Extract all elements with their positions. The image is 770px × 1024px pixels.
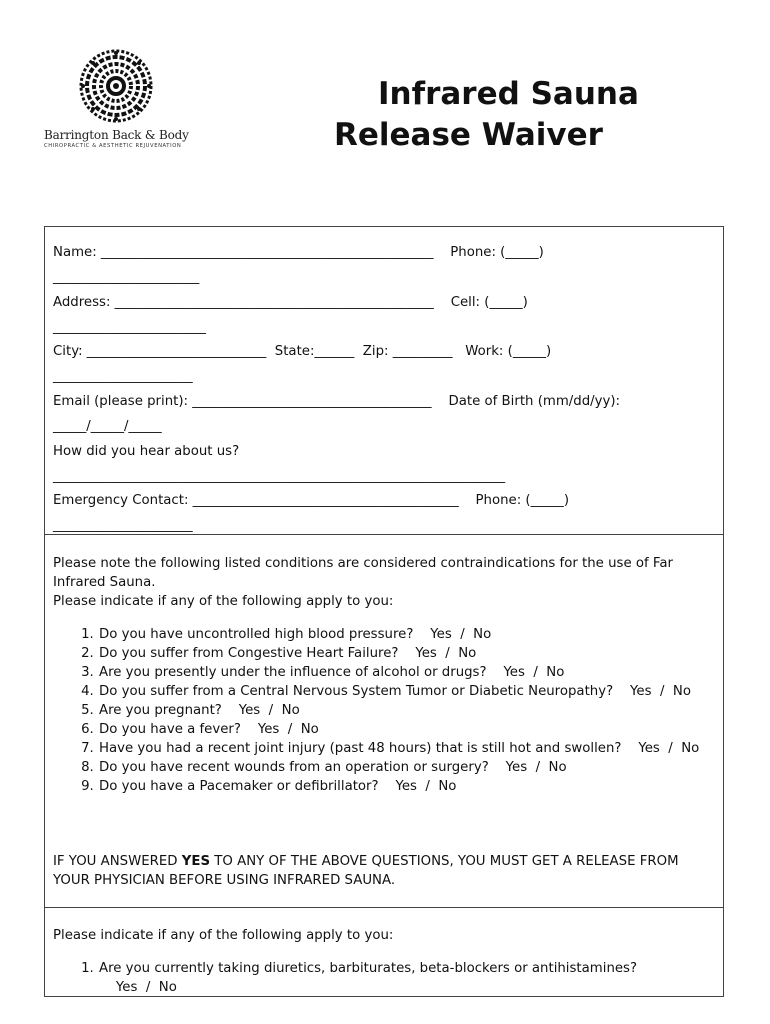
- phone-continuation-line[interactable]: ______________________: [53, 270, 200, 285]
- physician-release-warning: IF YOU ANSWERED YES TO ANY OF THE ABOVE QUESTIONS, YOU MUST GET A RELEASE FROM YOUR PHYSICIAN BEFORE USING INFRARED SAUNA.: [53, 854, 679, 888]
- dob-continuation-line[interactable]: _____/_____/_____: [53, 419, 162, 434]
- question-text: Do you have a Pacemaker or defibrillator?: [99, 779, 379, 794]
- question-text: Are you currently taking diuretics, barbiturates, beta-blockers or antihistamines?: [99, 961, 638, 976]
- medications-instruction: Please indicate if any of the following apply to you:: [53, 928, 394, 943]
- medications-question-list: [53, 959, 713, 997]
- name-phone-line[interactable]: Name: __________________________________________________ Phone: (_____): [53, 245, 544, 260]
- yes-no-answer[interactable]: Yes / No: [613, 684, 691, 699]
- question-item: [98, 720, 713, 739]
- question-item: [98, 758, 713, 777]
- question-text: Do you have recent wounds from an operation or surgery?: [99, 760, 489, 775]
- question-text: Are you presently under the influence of alcohol or drugs?: [99, 665, 487, 680]
- brand-tagline: CHIROPRACTIC & AESTHETIC REJUVENATION: [44, 143, 182, 149]
- question-item: [98, 701, 713, 720]
- title-line-1: Infrared Sauna: [378, 76, 639, 112]
- yes-no-answer[interactable]: Yes / No: [621, 741, 700, 756]
- referral-question: How did you hear about us?: [53, 444, 240, 459]
- question-text: Do you suffer from Congestive Heart Failure?: [99, 646, 399, 661]
- contact-info-section: [44, 226, 724, 535]
- question-item: [98, 739, 713, 758]
- brand-name: Barrington Back & Body: [44, 128, 189, 142]
- contraindications-section: [44, 534, 724, 908]
- yes-no-answer[interactable]: Yes / No: [378, 779, 457, 794]
- yes-no-answer[interactable]: Yes / No: [486, 665, 565, 680]
- contraindications-intro: Please note the following listed conditions are considered contraindications for the use of Far Infrared Sauna.: [53, 556, 673, 590]
- mandala-logo-icon: [78, 48, 154, 124]
- email-dob-line[interactable]: Email (please print): ____________________________________ Date of Birth (mm/dd/yy):: [53, 394, 621, 409]
- question-item: [98, 644, 713, 663]
- question-item: [98, 682, 713, 701]
- question-text: Are you pregnant?: [99, 703, 222, 718]
- work-continuation-line[interactable]: _____________________: [53, 369, 193, 384]
- question-item: [98, 959, 713, 997]
- title-line-2: Release Waiver: [334, 117, 603, 153]
- city-state-zip-work-line[interactable]: City: ___________________________ State:______ Zip: _________ Work: (_____): [53, 344, 552, 359]
- emergency-contact-line[interactable]: Emergency Contact: ________________________________________ Phone: (_____): [53, 493, 570, 508]
- emergency-phone-continuation-line[interactable]: _____________________: [53, 518, 193, 533]
- question-text: Do you have uncontrolled high blood pressure?: [99, 627, 414, 642]
- brand-logo: [44, 48, 194, 149]
- yes-no-answer[interactable]: Yes / No: [240, 722, 319, 737]
- contraindications-question-list: [53, 625, 713, 796]
- contraindications-instruction: Please indicate if any of the following apply to you:: [53, 594, 394, 609]
- medications-section: [44, 907, 724, 997]
- yes-no-answer[interactable]: Yes / No: [413, 627, 492, 642]
- question-text: Have you had a recent joint injury (past 48 hours) that is still hot and swollen?: [99, 741, 622, 756]
- address-cell-line[interactable]: Address: ________________________________________________ Cell: (_____): [53, 295, 528, 310]
- question-item: [98, 625, 713, 644]
- question-text: Do you have a fever?: [99, 722, 241, 737]
- yes-no-answer[interactable]: Yes / No: [488, 760, 567, 775]
- yes-no-answer[interactable]: Yes / No: [398, 646, 477, 661]
- question-item: [98, 663, 713, 682]
- referral-answer-line[interactable]: ____________________________________________________________________: [53, 469, 506, 484]
- warning-emphasis: YES: [181, 854, 211, 869]
- yes-no-answer[interactable]: Yes / No: [221, 703, 300, 718]
- question-item: [98, 777, 713, 796]
- yes-no-answer[interactable]: Yes / No: [99, 980, 177, 995]
- cell-continuation-line[interactable]: _______________________: [53, 320, 206, 335]
- page-title: [334, 74, 639, 156]
- question-text: Do you suffer from a Central Nervous System Tumor or Diabetic Neuropathy?: [99, 684, 614, 699]
